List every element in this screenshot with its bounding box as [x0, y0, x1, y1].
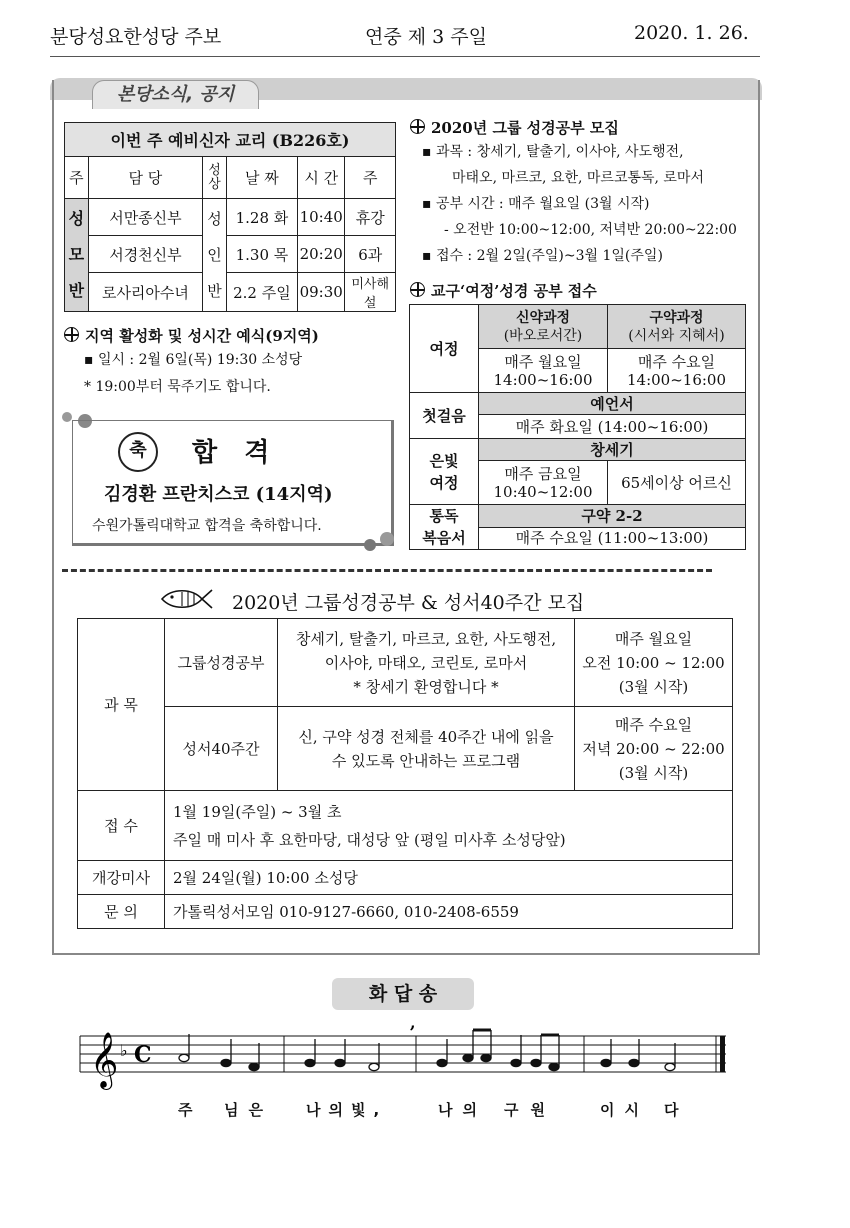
group-label: 성 모 반 [65, 199, 89, 312]
col-teacher: 담 당 [88, 157, 202, 199]
bulletin-date: 2020. 1. 26. [634, 22, 749, 44]
decor-dot [380, 532, 394, 546]
col-target: 성 상 [203, 157, 227, 199]
svg-text:♭: ♭ [120, 1041, 128, 1060]
date-cell: 1.28 화 [226, 199, 297, 236]
study-classes: - 오전반 10:00~12:00, 저녁반 20:00~22:00 [444, 222, 737, 238]
catechumen-title: 이번 주 예비신자 교리 (B226호) [65, 123, 396, 157]
lesson-cell: 미사해설 [345, 273, 396, 312]
col-week: 주 [65, 157, 89, 199]
decor-dot [364, 539, 376, 551]
svg-text:𝄞: 𝄞 [90, 1032, 119, 1088]
lyric-syllable: 다 [664, 1101, 679, 1119]
journey-heading: 교구‘여정’성경 공부 접수 [410, 280, 597, 301]
fish-icon [158, 586, 214, 612]
gospels-label: 통독 복음서 [410, 505, 479, 550]
music-staff [76, 1020, 736, 1090]
opening-mass-value: 2월 24일(월) 10:00 소성당 [165, 861, 733, 895]
congrats-name: 김경환 프란치스코 (14지역) [104, 484, 333, 505]
liturgical-week: 연중 제 3 주일 [365, 26, 487, 48]
lyric-syllable: 주 [178, 1101, 193, 1119]
congrats-title: 합 격 [192, 438, 270, 468]
bible40-time: 매주 수요일 저녁 20:00 ~ 22:00 (3월 시작) [575, 707, 733, 791]
study-time: ▪ 공부 시간 : 매주 월요일 (3월 시작) [422, 196, 650, 212]
study-heading: 2020년 그룹 성경공부 모집 [410, 117, 619, 138]
regional-heading: 지역 활성화 및 성시간 예식(9지역) [64, 325, 319, 346]
prophets-schedule: 매주 화요일 (14:00~16:00) [479, 415, 746, 439]
inquiry-label: 문 의 [78, 895, 165, 929]
time-cell: 09:30 [298, 273, 345, 312]
lesson-cell: 6과 [345, 236, 396, 273]
group-study-time: 매주 월요일 오전 10:00 ~ 12:00 (3월 시작) [575, 619, 733, 707]
target-label: 성 인 반 [203, 199, 227, 312]
ot22-heading: 구약 2-2 [479, 505, 746, 528]
lyric-syllable: 이시 [600, 1101, 649, 1119]
teacher-cell: 서만종신부 [88, 199, 202, 236]
lyric-syllable: 구원 [504, 1101, 557, 1119]
silver-journey-label: 은빛 여정 [410, 439, 479, 505]
registration-value: 1월 19일(주일) ~ 3월 초 주일 매 미사 후 요한마당, 대성당 앞 (평일 미사후 소성당앞) [165, 791, 733, 861]
inquiry-value: 가톨릭성서모임 010-9127-6660, 010-2408-6559 [165, 895, 733, 929]
lyric-syllable: 님은 [224, 1101, 273, 1119]
teacher-cell: 서경천신부 [88, 236, 202, 273]
genesis-heading: 창세기 [479, 439, 746, 461]
time-cell: 10:40 [298, 199, 345, 236]
wreath-emblem-icon: 축 [118, 432, 158, 472]
section-divider [62, 569, 712, 572]
regional-date: ▪ 일시 : 2월 6일(목) 19:30 소성당 [84, 352, 303, 368]
ot-schedule: 매주 수요일 14:00~16:00 [608, 349, 746, 393]
circled-plus-icon [410, 119, 425, 134]
teacher-cell: 로사리아수녀 [88, 273, 202, 312]
svg-text:,: , [410, 1020, 416, 1032]
bible40-desc: 신, 구약 성경 전체를 40주간 내에 읽을 수 있도록 안내하는 프로그램 [278, 707, 575, 791]
ot-course: 구약과정 (시서와 지혜서) [608, 305, 746, 349]
svg-text:C: C [134, 1042, 152, 1068]
study-registration: ▪ 접수 : 2월 2일(주일)~3월 1일(주일) [422, 248, 663, 264]
study-subjects-cont: 마태오, 마르코, 요한, 마르코통독, 로마서 [452, 170, 704, 186]
psalm-title: 화 답 송 [332, 978, 474, 1010]
registration-label: 접 수 [78, 791, 165, 861]
col-lesson: 주 [345, 157, 396, 199]
header-divider [50, 56, 760, 57]
genesis-target: 65세이상 어르신 [608, 461, 746, 505]
circled-plus-icon [64, 327, 79, 342]
decor-dot [62, 412, 72, 422]
opening-mass-label: 개강미사 [78, 861, 165, 895]
genesis-schedule: 매주 금요일 10:40~12:00 [479, 461, 608, 505]
lyric-syllable: 나의 [438, 1101, 487, 1119]
group-study-label: 그룹성경공부 [165, 619, 278, 707]
journey-table [409, 304, 746, 550]
col-time: 시 간 [298, 157, 345, 199]
bible40-label: 성서40주간 [165, 707, 278, 791]
section-banner: 본당소식, 공지 [92, 80, 259, 109]
congrats-message: 수원가톨릭대학교 합격을 축하합니다. [92, 518, 322, 534]
recruit-title: 2020년 그룹성경공부 & 성서40주간 모집 [232, 592, 585, 614]
catechumen-table [64, 122, 396, 312]
prophets-heading: 예언서 [479, 393, 746, 415]
regional-note: * 19:00부터 묵주기도 합니다. [84, 379, 271, 395]
lesson-cell: 휴강 [345, 199, 396, 236]
col-date: 날 짜 [226, 157, 297, 199]
study-subjects: ▪ 과목 : 창세기, 탈출기, 이사야, 사도행전, [422, 144, 684, 160]
date-cell: 2.2 주일 [226, 273, 297, 312]
ot22-schedule: 매주 수요일 (11:00~13:00) [479, 527, 746, 550]
group-study-desc: 창세기, 탈출기, 마르코, 요한, 사도행전, 이사야, 마태오, 코린토, 로마서 * 창세기 환영합니다 * [278, 619, 575, 707]
bulletin-name: 분당성요한성당 주보 [50, 26, 222, 48]
lyric-syllable: 나의빛, [306, 1101, 388, 1119]
time-cell: 20:20 [298, 236, 345, 273]
nt-course: 신약과정 (바오로서간) [479, 305, 608, 349]
circled-plus-icon [410, 282, 425, 297]
journey-label: 여정 [410, 305, 479, 393]
subject-label: 과 목 [78, 619, 165, 791]
first-step-label: 첫걸음 [410, 393, 479, 439]
date-cell: 1.30 목 [226, 236, 297, 273]
nt-schedule: 매주 월요일 14:00~16:00 [479, 349, 608, 393]
recruit-table [77, 618, 733, 929]
